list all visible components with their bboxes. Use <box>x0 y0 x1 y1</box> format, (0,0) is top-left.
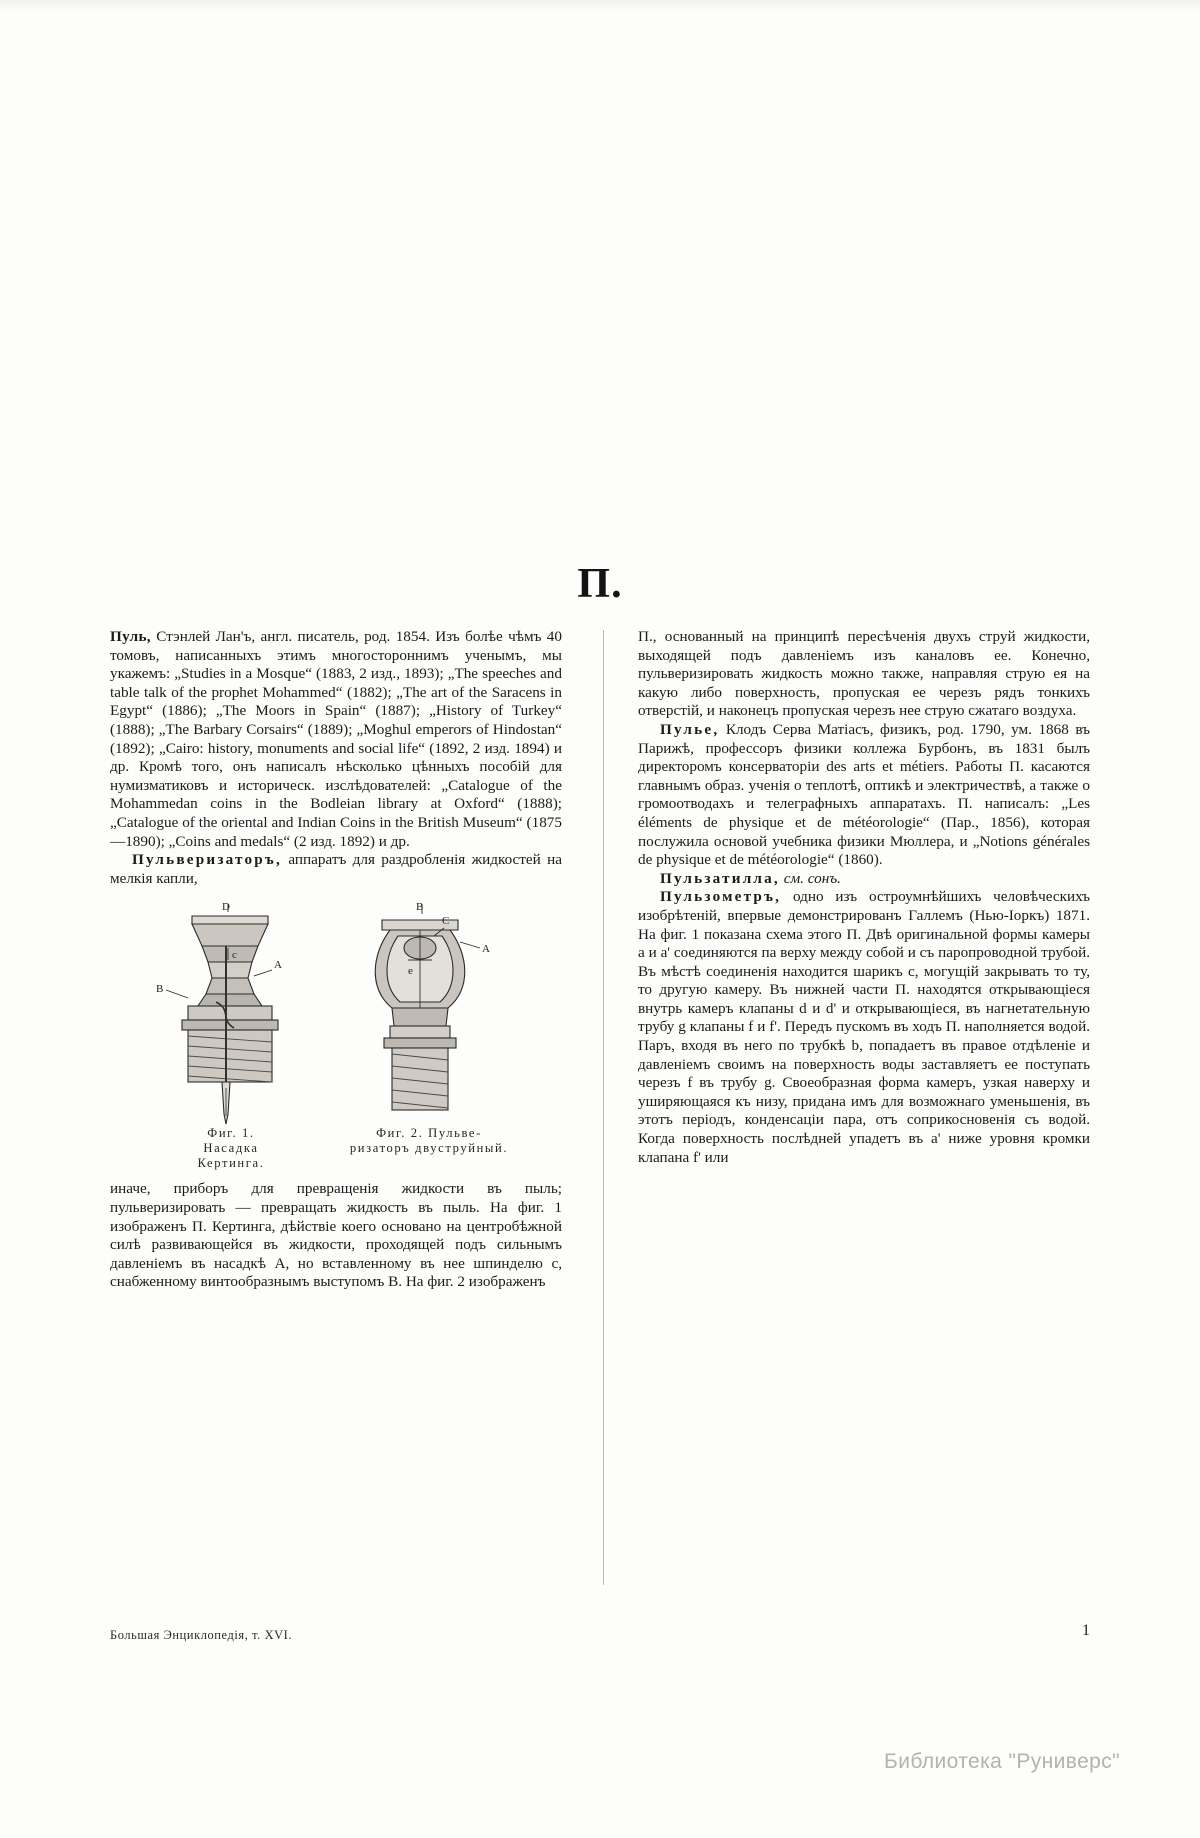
fig-1-caption-line-2: Насадка <box>203 1141 259 1156</box>
entry-pulzometr-body: одно изъ остроумнѣйшихъ человѣческихъ изобрѣтеній, впервые демонстрированъ Галлемъ (Нью-Іоркъ) 1871. На фиг. 1 показана схема этого П. Двѣ оригинальной формы камеры a и a' соединяются па верху между собой и съ паропроводной трубой. Въ мѣстѣ соединенія находится шарикъ c, могущій закрывать то ту, то другую камеру. Въ нижней части П. находятся открывающіеся внутрь камеръ клапаны d и d' и открывающіеся, въ нагнетательную трубу g клапаны f и f'. Передъ пускомъ въ ходъ П. наполняется водой. Паръ, входя въ него по трубкѣ b, попадаетъ въ правое отдѣленіе и давленіемъ своимъ на поверхность воды заставляетъ ее поступать черезъ f въ трубу g. Своеобразная форма камеръ, узкая наверху и уширяющаяся къ низу, придана имъ для возможнаго уменьшенія, въ этотъ періодъ, конденсаціи пара, отъ соприкосновенія съ водой. Когда поверхность послѣдней упадетъ въ a' ниже уровня кромки клапана f' или <box>638 888 1091 1166</box>
right-column-top-continuation: П., основанный на принципѣ пересѣченія двухъ струй жидкости, выходящей подъ давленіемъ изъ каналовъ ee. Конечно, пульверизировать жидкость можно также, направляя струю ея на какую либо поверхность, пропуская ее черезъ рядъ тонкихъ отверстій, и наконецъ пропуская черезъ нее струю сжатаго воздуха. <box>638 628 1090 720</box>
entry-pul <box>110 628 562 851</box>
entry-pulverizator <box>110 851 562 888</box>
right-column <box>638 628 1090 1167</box>
scanned-page-content <box>110 560 1090 1690</box>
library-watermark: Библиотека "Руниверс" <box>884 1750 1120 1773</box>
fig-2-caption <box>324 1126 534 1156</box>
entry-pulverizator-body: аппаратъ для раздробленія жидкостей на мелкія капли, <box>110 851 563 887</box>
fig-2-caption-line-1: Фиг. 2. Пульве- <box>376 1126 482 1141</box>
fig-1-caption-line-1: Фиг. 1. <box>207 1126 255 1141</box>
entry-pulye-body: Клодъ Серва Матіасъ, физикъ, род. 1790, ум. 1868 въ Парижѣ, профессоръ физики коллежа Бурбонъ, въ 1831 былъ директоромъ консерваторіи des arts et métiers. Работы П. касаются главнымъ образ. ученія о теплотѣ, оптикѣ и электричествѣ, а также о громоотводахъ и телеграфныхъ аппаратахъ. П. написалъ: „Les éléments de physique et de météorologie“ (Пар., 1856), которая послужила основой учебника физики Мюллера, и „Notions générales de physique et de météorologie“ (1860). <box>638 720 1090 869</box>
left-column-continued-text: иначе, приборъ для превращенія жидкости въ пыль; пульверизировать — превращать жидкость въ пыль. На фиг. 1 изображенъ П. Кертинга, дѣйствіе коего основано на центробѣжной силѣ развивающейся въ жидкости, проходящей подъ сильнымъ давленіемъ въ насадкѣ A, но вставленному въ нее шпинделю c, снабженному винтообразнымъ выступомъ B. На фиг. 2 изображенъ <box>110 1180 562 1291</box>
entry-pulzatilla <box>638 870 1090 889</box>
fig-1-caption <box>146 1126 316 1171</box>
volume-footer-note: Большая Энциклопедія, т. XVI. <box>110 1628 293 1642</box>
fig1-label-B: B <box>156 983 164 996</box>
fig2-label-B: B <box>416 902 424 914</box>
headword-pulzatilla: Пульзатилла, <box>660 869 780 887</box>
figure-block <box>110 898 562 1176</box>
headword-pulzometr: Пульзометръ, <box>660 888 782 906</box>
headword-pul: Пуль, <box>110 628 151 645</box>
entry-pulzometr <box>638 888 1090 1167</box>
two-column-body <box>110 628 1090 1608</box>
fig1-label-C: c <box>232 949 237 962</box>
fig-1-caption-line-3: Кертинга. <box>197 1156 265 1171</box>
left-column <box>110 628 562 1292</box>
entry-pul-body: Стэнлей Лан'ъ, англ. писатель, род. 1854. Изъ болѣе чѣмъ 40 томовъ, написанныхъ этимъ многостороннимъ ученымъ, мы укажемъ: „Studies in a Mosque“ (1883, 2 изд., 1893); „The speeches and table talk of the prophet Mohammed“ (1882); „The art of the Saracens in Egypt“ (1886); „The Moors in Spain“ (1887); „History of Turkey“ (1888); „The Barbary Corsairs“ (1889); „Moghul emperors of Hindostan“ (1892); „Cairo: history, monuments and social life“ (1892, 2 изд. 1894) и др. Кромѣ того, онъ написалъ нѣсколько цѣнныхъ пособій для нумизматиковъ и историческ. изслѣдователей: „Catalogue of the Mohammedan coins in the Bodleian library at Oxford“ (1888); „Catalogue of the oriental and Indian Coins in the British Museum“ (1875—1890); „Coins and medals“ (2 изд. 1892) и др. <box>110 628 562 850</box>
fig-1-kerting-nozzle-illustration <box>136 902 326 1128</box>
fig2-label-e: e <box>408 965 413 978</box>
fig2-label-C: C <box>442 915 450 928</box>
entry-pulye <box>638 721 1090 870</box>
fig2-label-A: A <box>482 943 490 956</box>
fig1-label-A: A <box>274 959 282 972</box>
headword-pulverizator: Пульверизаторъ, <box>132 851 282 869</box>
page-letter-heading: П. <box>577 561 623 607</box>
headword-pulye: Пулье, <box>660 720 720 738</box>
fig1-label-D: D <box>222 902 230 914</box>
entry-pulzatilla-body: см. сонъ. <box>783 869 841 887</box>
fig-2-two-jet-pulverizer-illustration <box>338 902 518 1128</box>
page-number: 1 <box>1082 1622 1090 1639</box>
page-top-shade <box>0 0 1200 12</box>
fig-2-caption-line-2: ризаторъ двуструйный. <box>349 1141 509 1156</box>
